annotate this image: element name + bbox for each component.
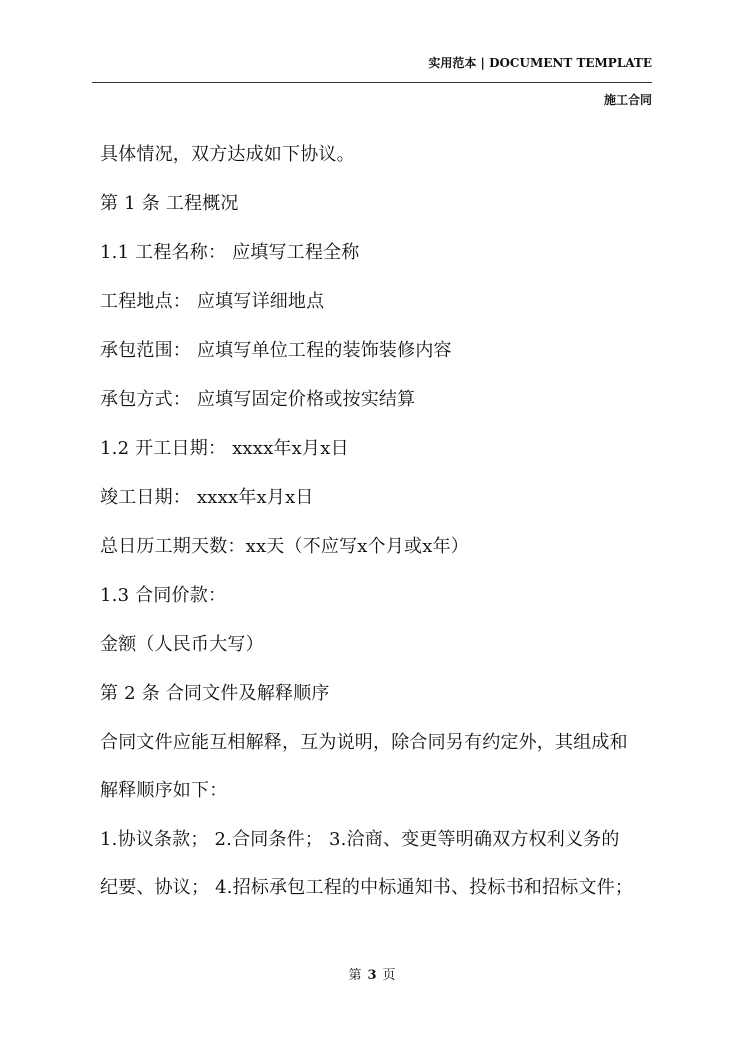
- body-line: 解释顺序如下：: [100, 780, 228, 801]
- header-divider: [92, 82, 652, 83]
- body-line: 总日历工期天数：xx天（不应写x个月或x年）: [100, 536, 470, 557]
- article-heading: 第 2 条 合同文件及解释顺序: [100, 683, 330, 704]
- body-line: 承包范围： 应填写单位工程的装饰装修内容: [100, 340, 452, 361]
- body-line: 1.2 开工日期： xxxx年x月x日: [100, 438, 349, 459]
- body-line: 具体情况，双方达成如下协议。: [100, 144, 355, 165]
- body-line: 1.1 工程名称： 应填写工程全称: [100, 242, 360, 263]
- page-number-prefix: 第: [348, 968, 362, 983]
- header-title: 实用范本 | DOCUMENT TEMPLATE: [428, 56, 652, 70]
- page-number: 3: [367, 968, 377, 983]
- body-line: 1.3 合同价款：: [100, 585, 227, 606]
- page-footer: [0, 964, 744, 983]
- page-number-suffix: 页: [382, 968, 396, 983]
- header-subtitle: 施工合同: [603, 93, 652, 107]
- body-line: 金额（人民币大写）: [100, 634, 264, 655]
- article-heading: 第 1 条 工程概况: [100, 193, 239, 214]
- body-line: 承包方式： 应填写固定价格或按实结算: [100, 389, 416, 410]
- body-line: 纪要、协议； 4.招标承包工程的中标通知书、投标书和招标文件；: [100, 877, 634, 898]
- body-line: 工程地点： 应填写详细地点: [100, 291, 325, 312]
- body-line: 合同文件应能互相解释，互为说明，除合同另有约定外，其组成和: [100, 732, 628, 753]
- body-line: 竣工日期： xxxx年x月x日: [100, 487, 314, 508]
- body-line: 1.协议条款； 2.合同条件； 3.洽商、变更等明确双方权利义务的: [100, 829, 620, 850]
